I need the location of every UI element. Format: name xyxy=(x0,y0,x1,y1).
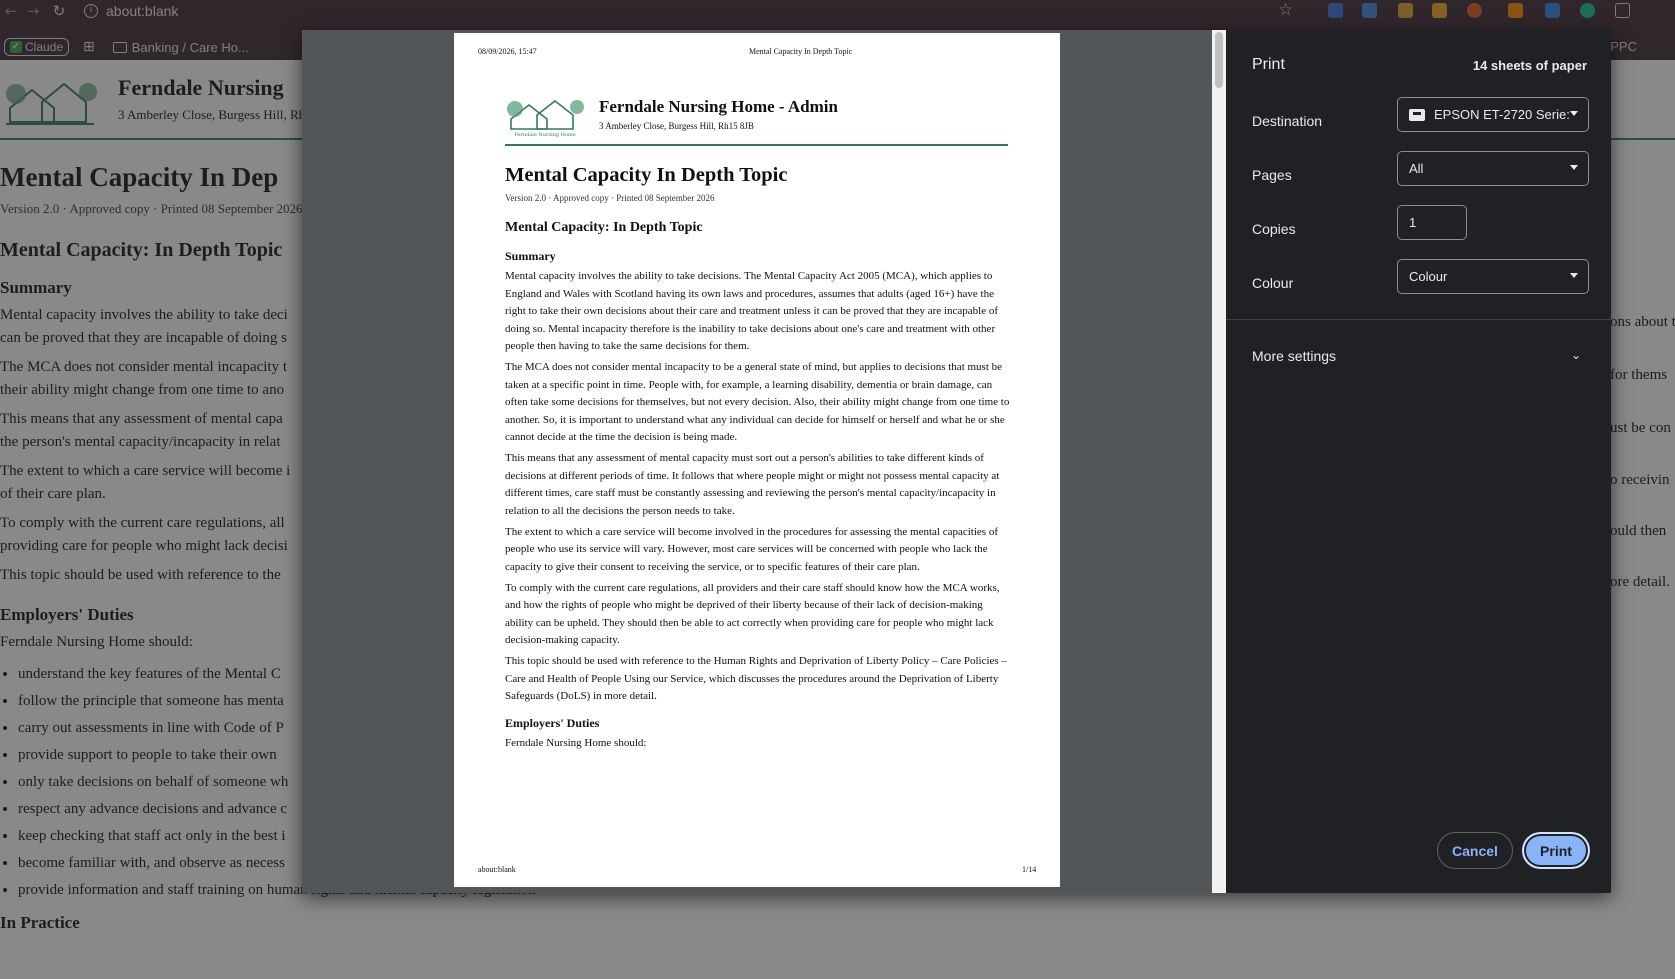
colour-select[interactable] xyxy=(1397,259,1589,294)
cancel-button[interactable]: Cancel xyxy=(1437,832,1513,869)
preview-duties-heading: Employers' Duties xyxy=(505,715,600,730)
print-button[interactable]: Print xyxy=(1522,832,1590,869)
print-dialog xyxy=(302,30,1611,893)
colour-label: Colour xyxy=(1252,275,1294,291)
destination-select[interactable] xyxy=(1397,97,1589,132)
chevron-down-icon xyxy=(1570,111,1578,116)
destination-value: EPSON ET-2720 Serie: xyxy=(1434,107,1570,122)
scrollbar-thumb[interactable] xyxy=(1215,32,1223,88)
preview-title: Mental Capacity In Depth Topic xyxy=(505,164,788,186)
preview-paragraph: The extent to which a care service will become involved in the procedures for assessing the mental capacities of people who use its service will vary. However, most care services will be concerned with people who lack the capacity to give their consent to receiving the service, or to specific features of their care plan. xyxy=(505,525,998,573)
copies-value: 1 xyxy=(1409,215,1417,230)
preview-header-date: 08/09/2026, 15:47 xyxy=(478,47,537,56)
preview-footer-url: about:blank xyxy=(478,865,516,874)
preview-sheet xyxy=(454,33,1060,887)
colour-value: Colour xyxy=(1409,269,1448,284)
preview-paragraph: Mental capacity involves the ability to take decisions. The Mental Capacity Act 2005 (MCA), which applies to England and Wales with Scotland having its own laws and procedures, assumes that adults (aged 16+) have the right to take their own decisions about their care and treatment unless it can be proved that they are incapable of doing so. Mental incapacity therefore is the inability to take decisions about one's care and treatment with other people then having to take the same decisions for them. xyxy=(505,270,998,352)
copies-label: Copies xyxy=(1252,221,1296,237)
chevron-down-icon xyxy=(1570,165,1578,170)
print-title: Print xyxy=(1252,56,1285,73)
more-settings-toggle[interactable]: More settings xyxy=(1252,348,1337,364)
preview-paragraph: To comply with the current care regulations, all providers and their care staff should know how the MCA works, and how the rights of people who might be deprived of their liberty because of their lack of decision-making ability can be upheld. They should then be able to act correctly when providing care for people who might lack decision-making capacity. xyxy=(505,581,1000,646)
preview-paragraph: This means that any assessment of mental capacity must sort out a person's abilities to take different kinds of decisions at different periods of time. It follows that where people might or might not possess mental capacity at different times, care staff must be constantly assessing and reviewing the person's mental capacity/incapacity in relation to all the decisions the person needs to take. xyxy=(505,452,1000,517)
chevron-down-icon[interactable]: ⌄ xyxy=(1570,348,1581,362)
printer-icon xyxy=(1409,109,1425,121)
chevron-down-icon xyxy=(1570,273,1578,278)
sheet-count: 14 sheets of paper xyxy=(1472,58,1587,73)
preview-section-heading: Mental Capacity: In Depth Topic xyxy=(505,220,703,235)
preview-summary-heading: Summary xyxy=(505,249,556,263)
preview-org-name: Ferndale Nursing Home - Admin xyxy=(599,97,838,116)
print-preview-area xyxy=(302,30,1226,893)
preview-duties-intro: Ferndale Nursing Home should: xyxy=(505,736,647,749)
pages-label: Pages xyxy=(1252,167,1292,183)
destination-label: Destination xyxy=(1252,113,1323,129)
preview-org-header xyxy=(505,91,1008,146)
print-settings-panel xyxy=(1226,30,1611,893)
divider xyxy=(1226,319,1611,320)
preview-paragraph: The MCA does not consider mental incapacity to be a general state of mind, but applies to decisions that must be taken at a specific point in time. People with, for example, a learning disability, dementia or brain damage, can often take some decisions for themselves, but not every decision. Also, their ability might change from one time to another. So, it is important to understand what any individual can decide for himself or herself and what he or she cannot decide at the time the decision is being made. xyxy=(505,361,1010,443)
preview-scrollbar[interactable] xyxy=(1212,30,1226,893)
preview-body xyxy=(505,164,1010,752)
logo-caption: Ferndale Nursing Home xyxy=(514,132,576,137)
preview-header-title: Mental Capacity In Depth Topic xyxy=(749,47,853,56)
preview-footer-page: 1/14 xyxy=(1022,865,1037,874)
house-logo-icon xyxy=(505,91,585,137)
pages-select[interactable] xyxy=(1397,151,1589,186)
preview-version: Version 2.0 · Approved copy · Printed 08 September 2026 xyxy=(505,193,715,203)
pages-value: All xyxy=(1409,161,1424,176)
preview-org-address: 3 Amberley Close, Burgess Hill, Rh15 8JB xyxy=(599,121,754,131)
preview-paragraph: This topic should be used with reference to the Human Rights and Deprivation of Liberty Policy – Care Policies – Care and Health of People Using our Service, which discusses the procedures around the Deprivation of Liberty Safeguards (DoLS) in more detail. xyxy=(505,655,1007,702)
copies-input[interactable] xyxy=(1397,205,1467,240)
